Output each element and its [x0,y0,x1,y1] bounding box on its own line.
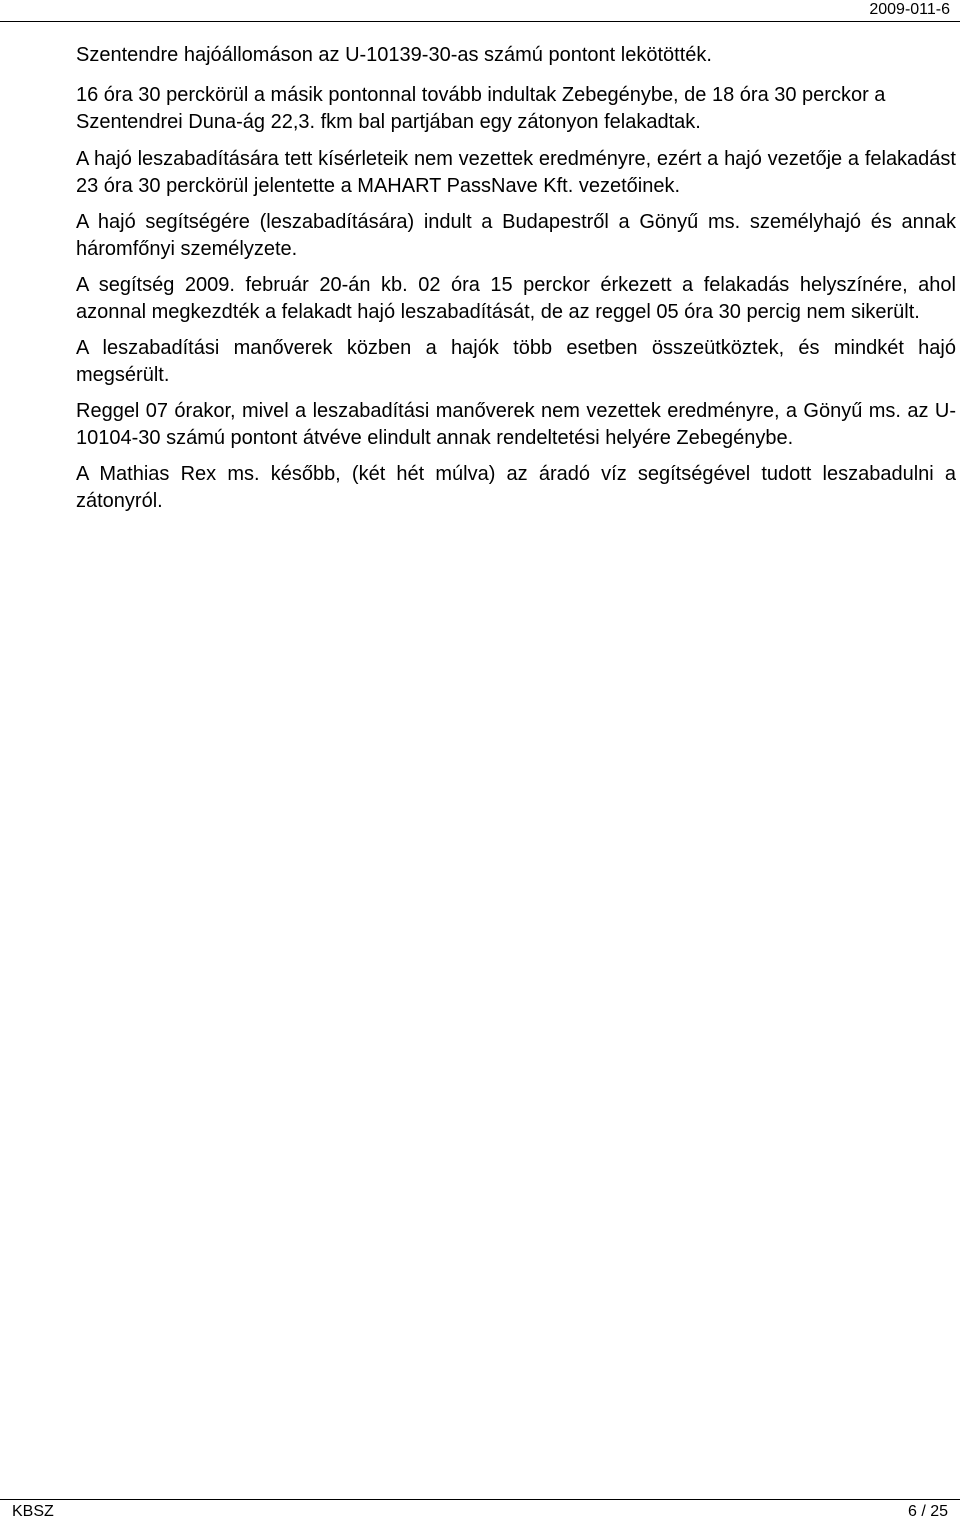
paragraph-7: Reggel 07 órakor, mivel a leszabadítási manőverek nem vezettek eredményre, a Gönyű ms. az U-10104-30 számú pontont átvéve elindult annak rendeltetési helyére Zebegénybe. [76,400,956,449]
paragraph-3: A hajó leszabadítására tett kísérleteik nem vezettek eredményre, ezért a hajó vezetője a felakadást 23 óra 30 perckörül jelentette a MAHART PassNave Kft. vezetőinek. [76,148,956,197]
page-number: 6 / 25 [907,1503,948,1520]
footer-organization: KBSZ [12,1503,54,1520]
document-body [76,42,956,524]
paragraph-1: Szentendre hajóállomáson az U-10139-30-as számú pontont lekötötték. [76,44,712,66]
paragraph-4: A hajó segítségére (leszabadítására) indult a Budapestről a Gönyű ms. személyhajó és annak háromfőnyi személyzete. [76,211,956,260]
document-code: 2009-011-6 [869,0,950,22]
paragraph-6: A leszabadítási manőverek közben a hajók több esetben összeütköztek, és mindkét hajó megsérült. [76,337,956,386]
header-rule [0,21,960,22]
paragraph-8: A Mathias Rex ms. később, (két hét múlva) az áradó víz segítségével tudott leszabadulni a zátonyról. [76,463,956,512]
footer-rule [0,1499,960,1500]
paragraph-2: 16 óra 30 perckörül a másik pontonnal tovább indultak Zebegénybe, de 18 óra 30 perckor a Szentendrei Duna-ág 22,3. fkm bal partjában egy zátonyon felakadtak. [76,84,886,133]
paragraph-5: A segítség 2009. február 20-án kb. 02 óra 15 perckor érkezett a felakadás helyszínére, ahol azonnal megkezdték a felakadt hajó leszabadítását, de az reggel 05 óra 30 percig nem sikerült. [76,274,956,323]
